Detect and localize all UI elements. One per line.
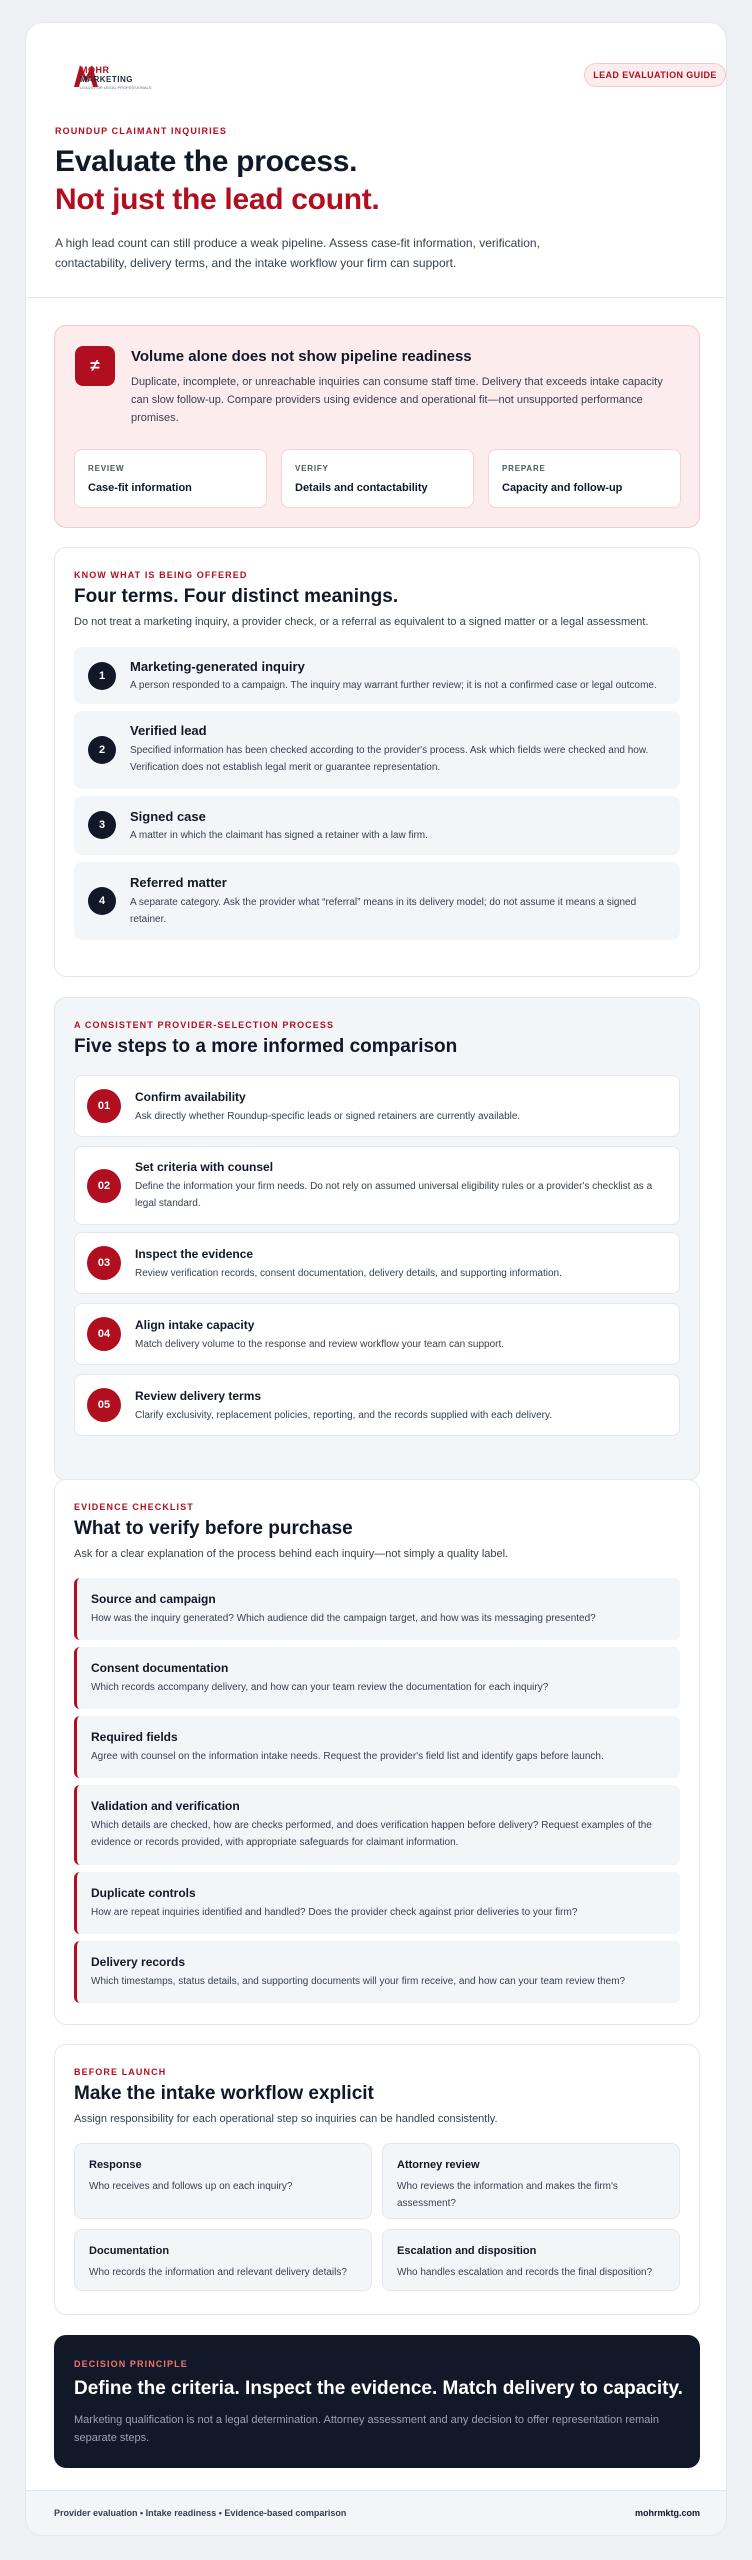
checklist-item <box>74 1647 680 1709</box>
callout-card-value: Capacity and follow-up <box>502 482 623 494</box>
term-number: 2 <box>88 736 116 764</box>
step-title: Inspect the evidence <box>135 1247 254 1261</box>
callout-card-label: REVIEW <box>88 464 125 473</box>
section-intro: Assign responsibility for each operational step so inquiries can be handled consistently. <box>74 2113 498 2125</box>
term-desc: A separate category. Ask the provider what “referral” means in its delivery model; do not assume it means a signed retainer. <box>130 897 637 925</box>
term-desc: Specified information has been checked according to the provider's process. Ask which fields were checked and how. Verification does not establish legal merit or guarantee representation. <box>130 745 649 773</box>
term-number: 4 <box>88 887 116 915</box>
guide-badge: LEAD EVALUATION GUIDE <box>584 63 726 87</box>
section-title: Four terms. Four distinct meanings. <box>74 586 399 607</box>
step-desc: Define the information your firm needs. Do not rely on assumed universal eligibility rules or a provider's checklist as a legal standard. <box>135 1181 653 1209</box>
workflow-section <box>54 2044 700 2315</box>
step-title: Confirm availability <box>135 1090 246 1104</box>
page-footer <box>26 2490 727 2536</box>
logo-tagline: LEADS FOR LEGAL PROFESSIONALS <box>80 85 152 90</box>
principle-title: Define the criteria. Inspect the evidence. Match delivery to capacity. <box>74 2378 683 2399</box>
step-desc: Ask directly whether Roundup-specific leads or signed retainers are currently available. <box>135 1111 521 1122</box>
page-title: Evaluate the process. <box>55 145 358 178</box>
logo-wordmark: MOHR <box>80 65 110 75</box>
step-desc: Match delivery volume to the response and review workflow your team can support. <box>135 1339 505 1350</box>
workflow-title: Response <box>89 2159 142 2171</box>
footer-tagline: Provider evaluation • Intake readiness • Evidence-based comparison <box>54 2508 347 2518</box>
term-item <box>74 862 680 940</box>
section-eyebrow: A CONSISTENT PROVIDER-SELECTION PROCESS <box>74 1020 335 1030</box>
section-eyebrow: KNOW WHAT IS BEING OFFERED <box>74 570 248 580</box>
step-item <box>74 1303 680 1365</box>
guide-page <box>25 22 727 2536</box>
section-title: Five steps to a more informed comparison <box>74 1036 458 1057</box>
not-equal-icon: ≠ <box>75 346 115 386</box>
checklist-item <box>74 1578 680 1640</box>
callout-card-value: Details and contactability <box>295 482 428 494</box>
checklist-item <box>74 1785 680 1865</box>
step-item <box>74 1232 680 1294</box>
checklist-title: Delivery records <box>91 1955 186 1969</box>
term-desc: A person responded to a campaign. The inquiry may warrant further review; it is not a confirmed case or legal outcome. <box>130 680 657 691</box>
step-title: Review delivery terms <box>135 1389 262 1403</box>
header-intro: A high lead count can still produce a weak pipeline. Assess case-fit information, verification, contactability, delivery terms, and the intake workflow your firm can support. <box>55 236 540 270</box>
checklist-item <box>74 1941 680 2003</box>
checklist-item <box>74 1872 680 1934</box>
callout-card-verify <box>281 449 474 508</box>
term-desc: A matter in which the claimant has signed a retainer with a law firm. <box>130 830 428 841</box>
section-intro: Ask for a clear explanation of the process behind each inquiry—not simply a quality label. <box>74 1548 509 1560</box>
workflow-card-documentation <box>74 2229 372 2291</box>
section-eyebrow: EVIDENCE CHECKLIST <box>74 1502 194 1512</box>
step-number: 02 <box>87 1169 121 1203</box>
callout-body: Duplicate, incomplete, or unreachable inquiries can consume staff time. Delivery that exceeds intake capacity can slow follow-up. Compare providers using evidence and operational fit—not unsupported performance promises. <box>131 376 663 424</box>
term-number: 3 <box>88 811 116 839</box>
step-number: 03 <box>87 1246 121 1280</box>
term-title: Marketing-generated inquiry <box>130 659 305 674</box>
workflow-desc: Who records the information and relevant delivery details? <box>89 2267 347 2278</box>
term-item <box>74 711 680 789</box>
section-title: What to verify before purchase <box>74 1518 353 1539</box>
term-title: Referred matter <box>130 875 227 890</box>
footer-website-link[interactable]: mohrmktg.com <box>634 2508 700 2518</box>
step-item <box>74 1146 680 1225</box>
principle-eyebrow: DECISION PRINCIPLE <box>74 2359 188 2369</box>
step-item <box>74 1075 680 1137</box>
step-title: Align intake capacity <box>135 1318 255 1332</box>
section-intro: Do not treat a marketing inquiry, a provider check, or a referral as equivalent to a signed matter or a legal assessment. <box>74 616 649 628</box>
step-title: Set criteria with counsel <box>135 1160 274 1174</box>
workflow-title: Escalation and disposition <box>397 2245 537 2257</box>
checklist-title: Consent documentation <box>91 1661 229 1675</box>
callout-card-prepare <box>488 449 681 508</box>
term-item <box>74 796 680 855</box>
checklist-section <box>54 1479 700 2025</box>
logo-wordmark-sub: MARKETING <box>80 75 133 84</box>
principle-body: Marketing qualification is not a legal determination. Attorney assessment and any decision to offer representation remain separate steps. <box>74 2414 659 2444</box>
checklist-desc: How are repeat inquiries identified and handled? Does the provider check against prior deliveries to your firm? <box>91 1907 578 1918</box>
page-title-accent: Not just the lead count. <box>55 183 380 216</box>
workflow-card-response <box>74 2143 372 2219</box>
step-number: 01 <box>87 1089 121 1123</box>
checklist-title: Source and campaign <box>91 1592 216 1606</box>
checklist-desc: How was the inquiry generated? Which audience did the campaign target, and how was its messaging presented? <box>91 1613 596 1624</box>
decision-principle <box>54 2335 700 2468</box>
step-desc: Clarify exclusivity, replacement policies, reporting, and the records supplied with each delivery. <box>135 1410 553 1421</box>
checklist-desc: Agree with counsel on the information intake needs. Request the provider's field list and identify gaps before launch. <box>91 1751 604 1762</box>
header-eyebrow: ROUNDUP CLAIMANT INQUIRIES <box>55 126 227 136</box>
workflow-desc: Who handles escalation and records the final disposition? <box>397 2267 653 2278</box>
checklist-title: Validation and verification <box>91 1799 240 1813</box>
section-eyebrow: BEFORE LAUNCH <box>74 2067 167 2077</box>
checklist-desc: Which records accompany delivery, and how can your team review the documentation for each inquiry? <box>91 1682 549 1693</box>
workflow-desc: Who receives and follows up on each inquiry? <box>89 2181 293 2192</box>
workflow-desc: Who reviews the information and makes the firm's assessment? <box>397 2181 618 2209</box>
workflow-card-escalation <box>382 2229 680 2291</box>
callout-card-label: PREPARE <box>502 464 546 473</box>
checklist-title: Required fields <box>91 1730 178 1744</box>
checklist-item <box>74 1716 680 1778</box>
checklist-desc: Which details are checked, how are checks performed, and does verification happen before delivery? Request examples of the evidence or records provided, with appropriate safeguards for claimant information. <box>91 1820 652 1848</box>
pipeline-callout <box>54 325 700 528</box>
term-number: 1 <box>88 662 116 690</box>
term-item <box>74 647 680 704</box>
step-desc: Review verification records, consent documentation, delivery details, and supporting information. <box>135 1268 562 1279</box>
page-header <box>26 23 727 298</box>
step-item <box>74 1374 680 1436</box>
checklist-desc: Which timestamps, status details, and supporting documents will your firm receive, and how can your team review them? <box>91 1976 626 1987</box>
step-number: 04 <box>87 1317 121 1351</box>
checklist-title: Duplicate controls <box>91 1886 196 1900</box>
callout-card-label: VERIFY <box>295 464 329 473</box>
callout-card-value: Case-fit information <box>88 482 192 494</box>
terms-section <box>54 547 700 977</box>
callout-card-review <box>74 449 267 508</box>
term-title: Verified lead <box>130 723 207 738</box>
workflow-card-attorney-review <box>382 2143 680 2219</box>
callout-title: Volume alone does not show pipeline readiness <box>131 348 472 365</box>
term-title: Signed case <box>130 809 206 824</box>
workflow-title: Attorney review <box>397 2159 480 2171</box>
section-title: Make the intake workflow explicit <box>74 2083 374 2104</box>
step-number: 05 <box>87 1388 121 1422</box>
steps-section <box>54 997 700 1481</box>
workflow-title: Documentation <box>89 2245 170 2257</box>
